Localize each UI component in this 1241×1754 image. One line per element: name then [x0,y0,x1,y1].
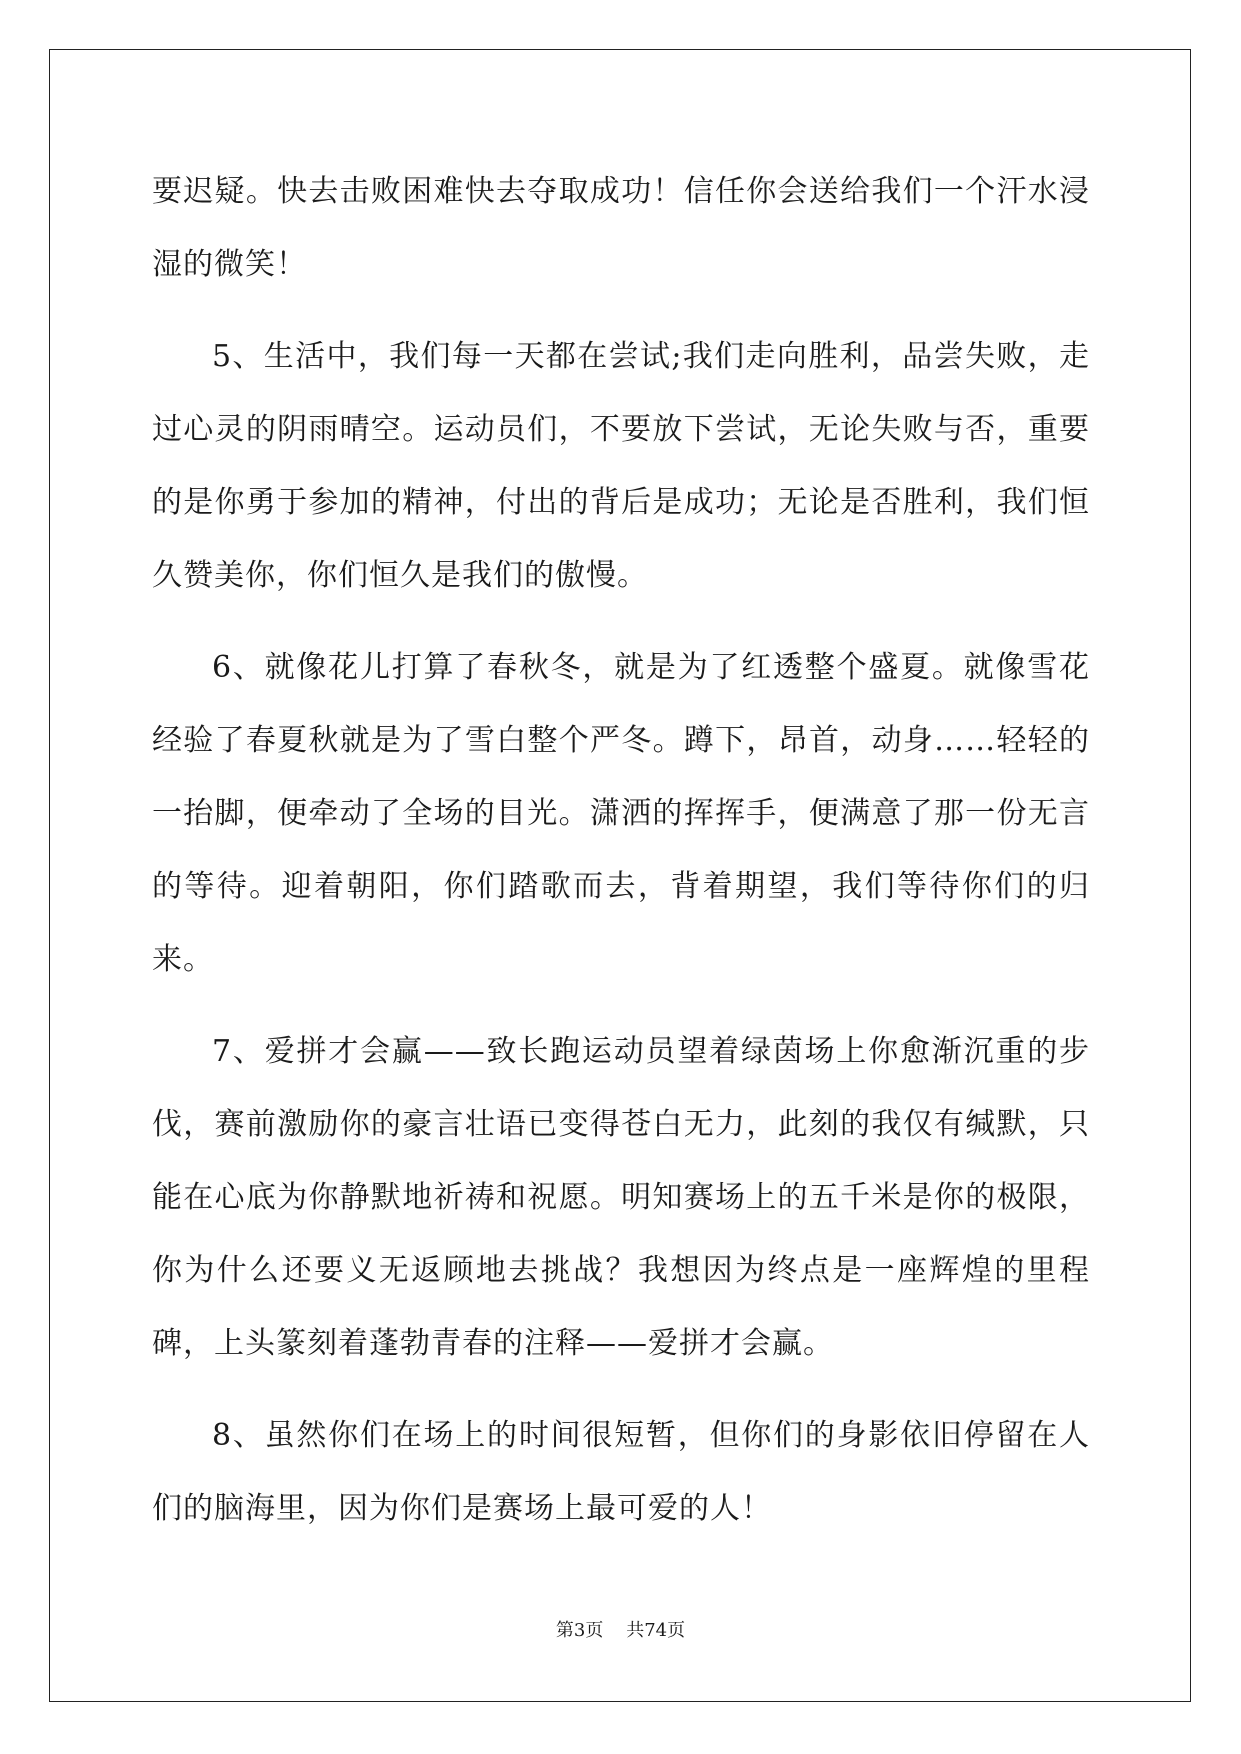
total-pages: 74 [644,1620,668,1641]
page-prefix: 第 [555,1620,574,1641]
paragraph-8: 8、虽然你们在场上的时间很短暂，但你们的身影依旧停留在人们的脑海里，因为你们是赛场上最可爱的人！ [152,1418,1090,1526]
total-suffix: 页 [667,1620,686,1641]
document-body [152,155,1090,1564]
paragraph-6: 6、就像花儿打算了春秋冬，就是为了红透整个盛夏。就像雪花经验了春夏秋就是为了雪白整个严冬。蹲下，昂首，动身……轻轻的一抬脚，便牵动了全场的目光。潇洒的挥挥手，便满意了那一份无言的等待。迎着朝阳，你们踏歌而去，背着期望，我们等待你们的归来。 [152,650,1090,977]
page-footer [0,1616,1241,1642]
paragraph-continuation: 要迟疑。快去击败困难快去夺取成功！信任你会送给我们一个汗水浸湿的微笑！ [152,174,1090,282]
total-prefix: 共 [626,1620,645,1641]
paragraph-5: 5、生活中，我们每一天都在尝试;我们走向胜利，品尝失败，走过心灵的阴雨晴空。运动员们，不要放下尝试，无论失败与否，重要的是你勇于参加的精神，付出的背后是成功；无论是否胜利，我们恒久赞美你，你们恒久是我们的傲慢。 [152,339,1090,593]
paragraph-7: 7、爱拼才会赢——致长跑运动员望着绿茵场上你愈渐沉重的步伐，赛前激励你的豪言壮语已变得苍白无力，此刻的我仅有缄默，只能在心底为你静默地祈祷和祝愿。明知赛场上的五千米是你的极限，你为什么还要义无返顾地去挑战？我想因为终点是一座辉煌的里程碑，上头篆刻着蓬勃青春的注释——爱拼才会赢。 [152,1034,1090,1361]
page-number: 3 [573,1620,586,1641]
page-suffix: 页 [585,1620,604,1641]
